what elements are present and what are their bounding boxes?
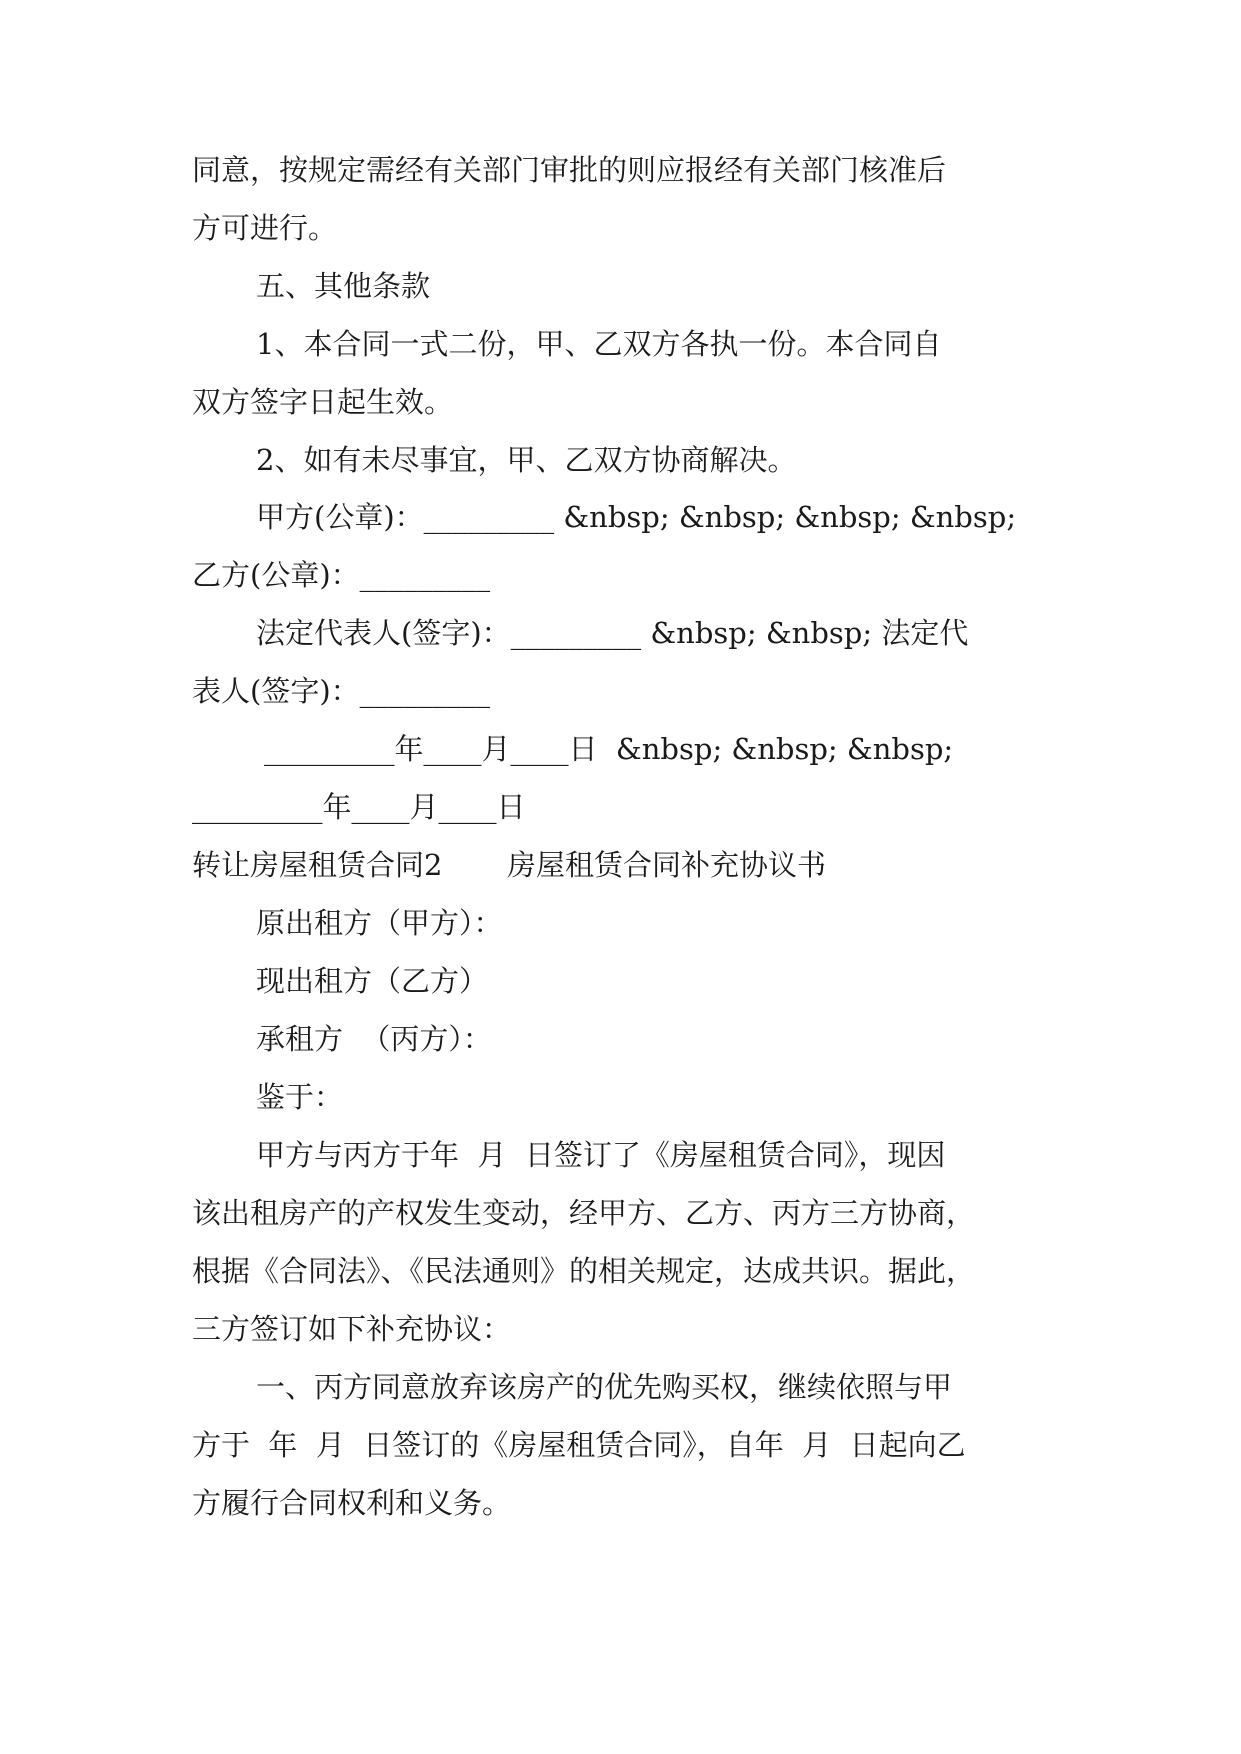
text-line: 同意，按规定需经有关部门审批的则应报经有关部门核准后 [192,153,947,187]
signature-line: 法定代表人(签字)：_________ &nbsp; &nbsp; 法定代 [256,616,969,650]
document-title: 转让房屋租赁合同2 房屋租赁合同补充协议书 [192,848,826,882]
section-heading: 五、其他条款 [256,269,431,303]
text-line: 双方签字日起生效。 [192,385,454,419]
text-line: 根据《合同法》、《民法通则》的相关规定，达成共识。据此， [192,1254,976,1288]
text-line: 方可进行。 [192,211,338,245]
text-line: 2、如有未尽事宜，甲、乙双方协商解决。 [256,443,797,477]
text-line: 三方签订如下补充协议： [192,1312,512,1346]
text-line: 该出租房产的产权发生变动，经甲方、乙方、丙方三方协商， [192,1196,976,1230]
party-line: 原出租方（甲方）： [256,906,503,940]
text-line: 鉴于： [256,1080,344,1114]
text-line: 方于 年 月 日签订的《房屋租赁合同》，自年 月 日起向乙 [192,1428,966,1462]
signature-line: 表人(签字)：_________ [192,674,491,708]
text-line: 1、本合同一式二份，甲、乙双方各执一份。本合同自 [256,327,942,361]
text-line: 方履行合同权利和义务。 [192,1486,512,1520]
text-line: 一、丙方同意放弃该房产的优先购买权，继续依照与甲 [256,1370,953,1404]
text-line: 甲方与丙方于年 月 日签订了《房屋租赁合同》，现因 [256,1138,946,1172]
signature-line: 乙方(公章)：_________ [192,558,491,592]
date-line: _________年____月____日 &nbsp; &nbsp; &nbsp; [264,732,954,766]
party-line: 承租方 （丙方）： [256,1022,492,1056]
party-line: 现出租方（乙方） [256,964,489,998]
signature-line: 甲方(公章)：_________ &nbsp; &nbsp; &nbsp; &nbsp; [256,500,1017,534]
date-line: _________年____月____日 [192,790,526,824]
